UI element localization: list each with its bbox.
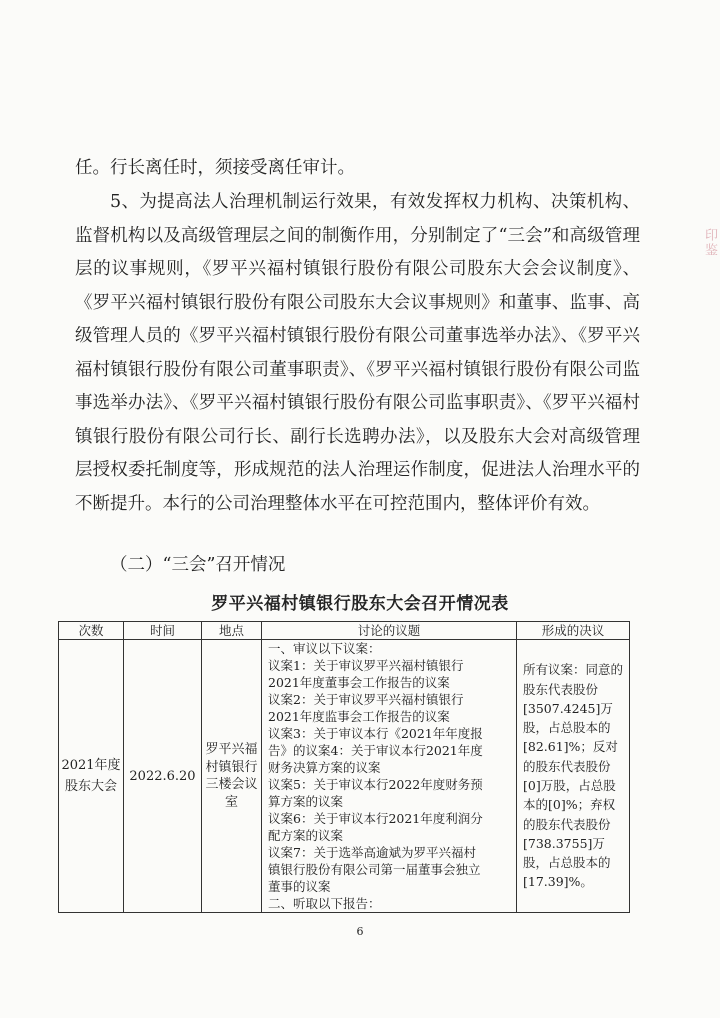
seal-stamp-fragment: 印鉴 [702,228,717,258]
cell-session: 2021年度股东大会 [59,640,124,913]
topic-line: 财务决算方案的议案 [268,760,381,775]
topic-line: 一、审议以下议案： [268,641,381,656]
topic-line: 二、听取以下报告： [268,896,381,911]
header-time: 时间 [124,622,202,640]
paragraph-1: 任。行长离任时，须接受离任审计。 [75,158,355,178]
paragraph-2: 5、为提高法人治理机制运行效果，有效发挥权力机构、决策机构、监督机构以及高级管理层之间的制衡作用，分别制定了“三会”和高级管理层的议事规则，《罗平兴福村镇银行股份有限公司股东大会会议制度》、《罗平兴福村镇银行股份有限公司股东大会议事规则》和董事、监事、高级管理人员的《罗平兴福村镇银行股份有限公司董事选举办法》、《罗平兴福村镇银行股份有限公司董事职责》、《罗平兴福村镇银行股份有限公司监事选举办法》、《罗平兴福村镇银行股份有限公司监事职责》、《罗平兴福村镇银行股份有限公司行长、副行长选聘办法》，以及股东大会对高级管理层授权委托制度等，形成规范的法人治理运作制度，促进法人治理水平的不断提升。本行的公司治理整体水平在可控范围内，整体评价有效。 [75,192,640,514]
topic-line: 配方案的议案 [268,828,344,843]
topic-line: 算方案的议案 [268,794,344,809]
topic-line: 议案7：关于选举高逾斌为罗平兴福村 [268,845,476,860]
header-session: 次数 [59,622,124,640]
topic-line: 议案6：关于审议本行2021年度利润分 [268,811,483,826]
cell-place: 罗平兴福村镇银行三楼会议室 [202,640,262,913]
topic-line: 告》的议案4：关于审议本行2021年度 [268,743,483,758]
page-number: 6 [356,925,364,938]
topic-line: 议案1：关于审议罗平兴福村镇银行 [268,658,464,673]
table-title: 罗平兴福村镇银行股东大会召开情况表 [211,594,509,614]
header-topics: 讨论的议题 [262,622,517,640]
topic-line: 2021年度监事会工作报告的议案 [268,709,450,724]
header-place: 地点 [202,622,262,640]
table-header-row [59,622,630,640]
section-heading: （二）“三会”召开情况 [110,555,286,575]
topic-line: 议案5：关于审议本行2022年度财务预 [268,777,483,792]
topic-line: 镇银行股份有限公司第一届董事会独立 [268,862,481,877]
cell-resolution: 所有议案：同意的股东代表股份[3507.4245]万股，占总股本的[82.61]%；反对的股东代表股份[0]万股，占总股本的[0]%；弃权的股东代表股份[738.3755]万股，占总股本的[17.39]%。 [517,640,630,913]
shareholder-meeting-table [58,621,630,913]
cell-date: 2022.6.20 [124,640,202,913]
table-row [59,640,630,913]
cell-topics [262,640,517,913]
topic-line: 议案3：关于审议本行《2021年年度报 [268,726,483,741]
topic-line: 议案2：关于审议罗平兴福村镇银行 [268,692,464,707]
topic-line: 2021年度董事会工作报告的议案 [268,675,450,690]
topic-line: 董事的议案 [268,879,331,894]
header-resolution: 形成的决议 [517,622,630,640]
